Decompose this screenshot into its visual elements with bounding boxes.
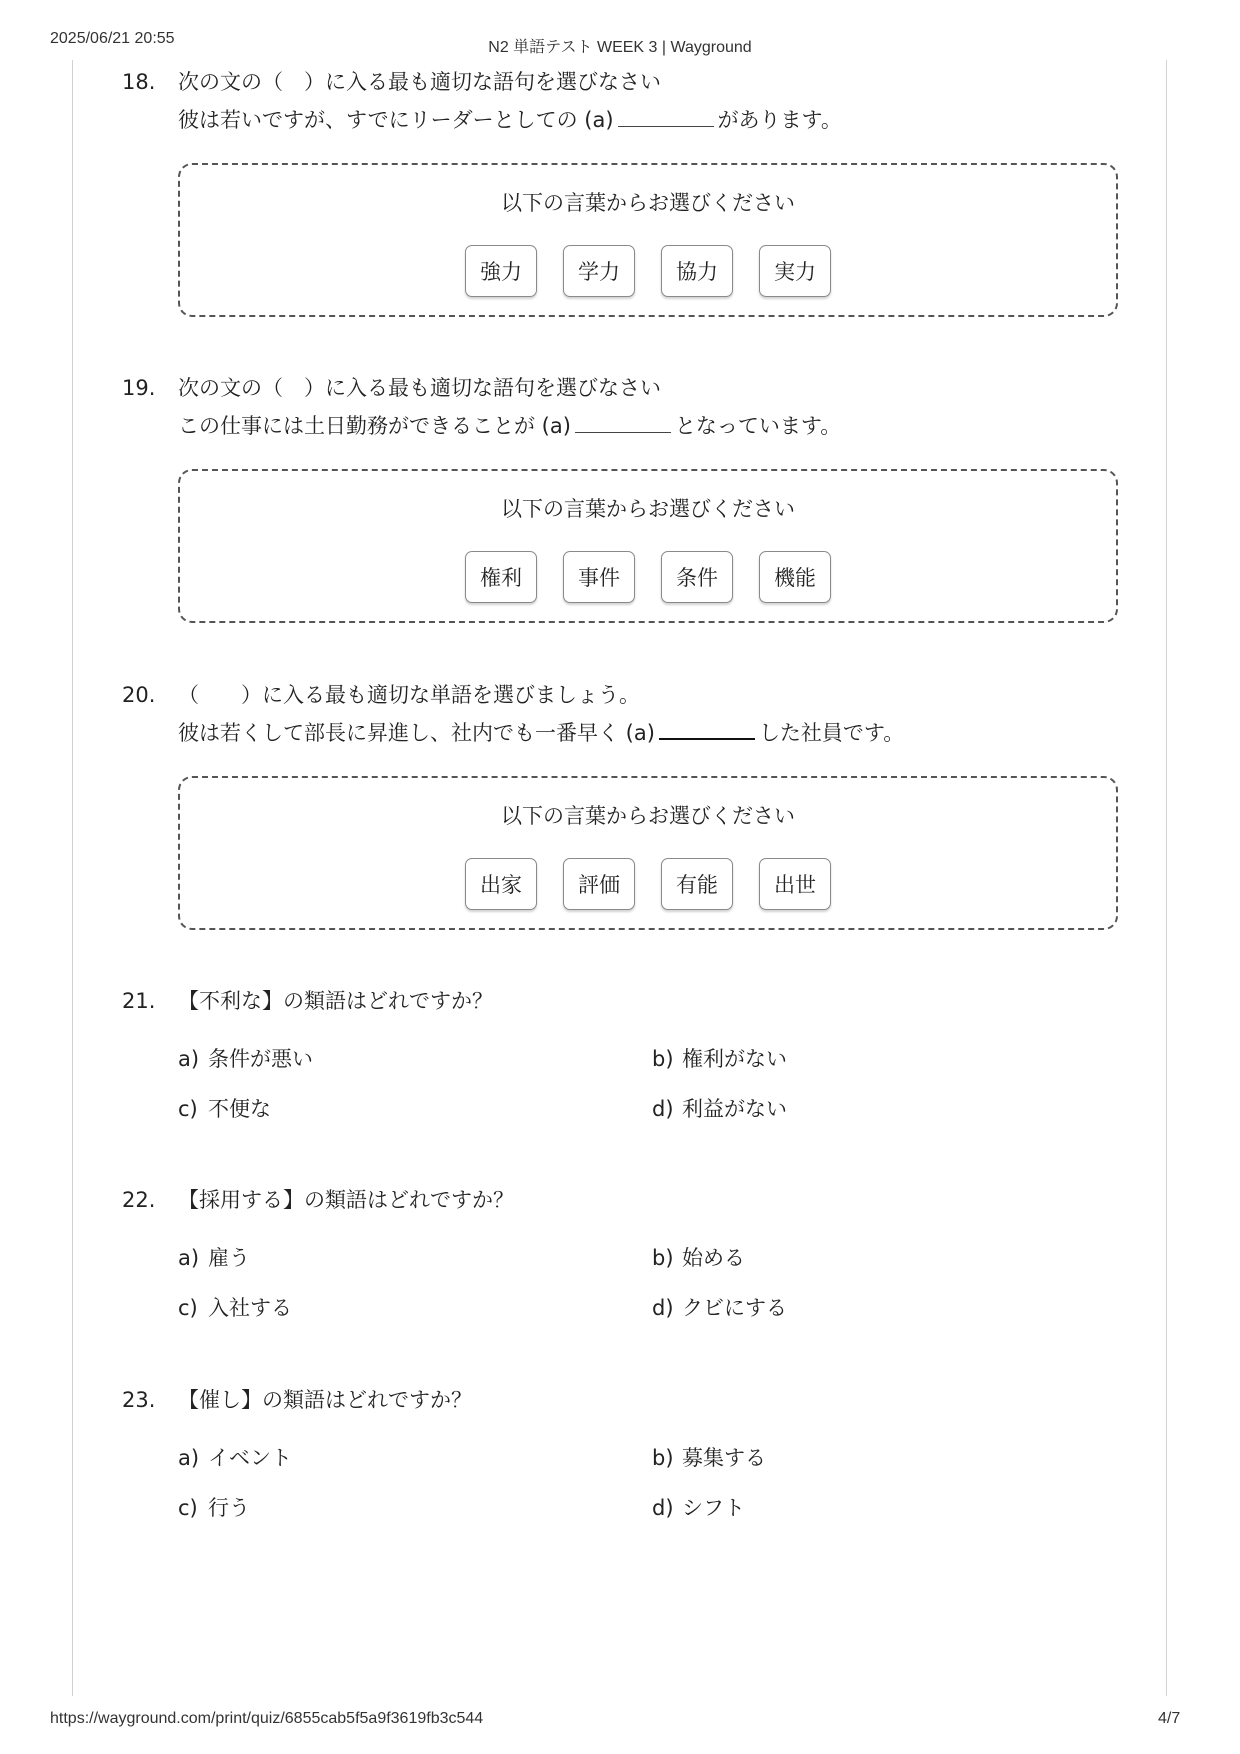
question-number: 20. [122, 683, 156, 707]
page-title: N2 単語テスト WEEK 3 | Wayground [488, 39, 752, 56]
question-prompt: （ ）に入る最も適切な単語を選びましょう。 [178, 683, 640, 707]
option-d[interactable]: d) シフト [652, 1496, 745, 1520]
left-border-line [72, 60, 73, 1696]
question-prompt: 【採用する】の類語はどれですか？ [178, 1188, 514, 1212]
option-c[interactable]: c) 不便な [178, 1097, 271, 1121]
answer-blank[interactable] [659, 714, 755, 740]
question-number: 22. [122, 1188, 156, 1212]
option-a[interactable]: a) 雇う [178, 1246, 250, 1270]
word-bank-title: 以下の言葉からお選びください [501, 191, 795, 215]
answer-blank[interactable] [575, 408, 671, 433]
option-a[interactable]: a) イベント [178, 1446, 292, 1470]
option-a[interactable]: a) 条件が悪い [178, 1047, 313, 1071]
question-prompt: 次の文の（ ）に入る最も適切な語句を選びなさい [178, 376, 661, 400]
word-bank-title: 以下の言葉からお選びください [501, 497, 795, 521]
question-sentence: 彼は若いですが、すでにリーダーとしての (a) があります。 [178, 101, 1118, 139]
word-choice[interactable]: 事件 [563, 551, 635, 603]
option-c[interactable]: c) 行う [178, 1496, 250, 1520]
answer-blank[interactable] [618, 102, 714, 127]
word-choice[interactable]: 条件 [661, 551, 733, 603]
option-b[interactable]: b) 権利がない [652, 1047, 787, 1071]
right-border-line [1166, 60, 1167, 1696]
footer-url: https://wayground.com/print/quiz/6855cab5f5a9f3619fb3c544 [50, 1710, 484, 1727]
question-number: 21. [122, 989, 156, 1013]
word-choice[interactable]: 強力 [465, 245, 537, 297]
option-b[interactable]: b) 始める [652, 1246, 745, 1270]
word-choice[interactable]: 出家 [465, 858, 537, 910]
option-d[interactable]: d) クビにする [652, 1296, 787, 1320]
question-number: 18. [122, 70, 156, 94]
word-choice[interactable]: 評価 [563, 858, 635, 910]
word-bank-box [178, 469, 1118, 623]
word-choice[interactable]: 出世 [759, 858, 831, 910]
question-prompt: 【不利な】の類語はどれですか？ [178, 989, 493, 1013]
word-choice[interactable]: 学力 [563, 245, 635, 297]
question-sentence: この仕事には土日勤務ができることが (a) となっています。 [178, 407, 1118, 445]
question-sentence: 彼は若くして部長に昇進し、社内でも一番早く (a) した社員です。 [178, 714, 1118, 752]
word-choice[interactable]: 有能 [661, 858, 733, 910]
page-number: 4/7 [1158, 1710, 1181, 1727]
question-number: 23. [122, 1388, 156, 1412]
question-number: 19. [122, 376, 156, 400]
print-datetime: 2025/06/21 20:55 [50, 30, 175, 47]
word-choice[interactable]: 機能 [759, 551, 831, 603]
word-choice[interactable]: 実力 [759, 245, 831, 297]
word-bank-box [178, 776, 1118, 930]
option-c[interactable]: c) 入社する [178, 1296, 292, 1320]
option-d[interactable]: d) 利益がない [652, 1097, 787, 1121]
option-b[interactable]: b) 募集する [652, 1446, 766, 1470]
word-choice[interactable]: 権利 [465, 551, 537, 603]
word-bank-box [178, 163, 1118, 317]
question-prompt: 【催し】の類語はどれですか？ [178, 1388, 472, 1412]
word-bank-title: 以下の言葉からお選びください [501, 804, 795, 828]
question-prompt: 次の文の（ ）に入る最も適切な語句を選びなさい [178, 70, 661, 94]
word-choice[interactable]: 協力 [661, 245, 733, 297]
